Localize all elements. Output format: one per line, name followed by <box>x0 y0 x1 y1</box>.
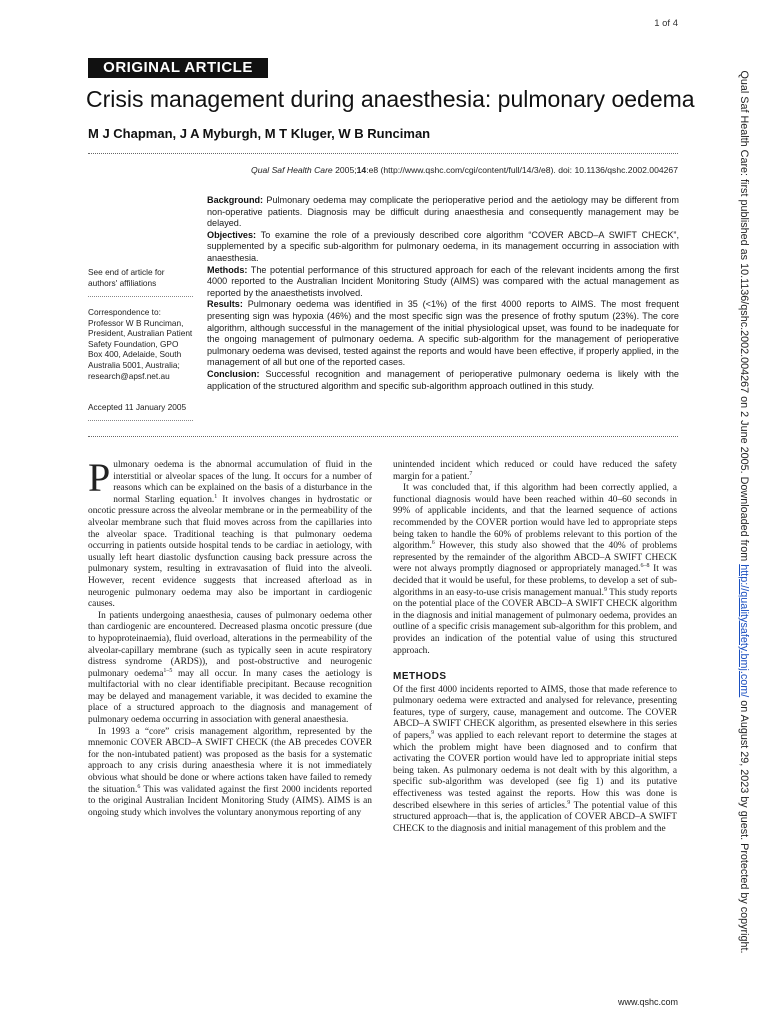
download-notice-prefix: Qual Saf Health Care: first published as 10.1136/qshc.2002.004267 on 2 June 2005. Downloaded from <box>738 70 750 565</box>
abstract-methods: The potential performance of this structured approach for each of the relevant incidents among the first 4000 reported to the Australian Incident Monitoring Study (AIMS) was compared with the actual management as reported by the anaesthetists involved. <box>207 264 679 298</box>
intro-paragraph-1 <box>88 455 372 611</box>
reference-mark: 1 <box>214 493 218 500</box>
drop-cap: P <box>88 455 111 500</box>
sidebar-divider <box>88 296 193 297</box>
journal-name: Qual Saf Health Care <box>251 165 333 175</box>
abstract-methods-label: Methods: <box>207 264 248 275</box>
methods-text-1c: The potential value of this structured approach—that is, the application of COVER ABCD–A SWIFT CHECK to the diagnosis and initial management of this problem and the <box>393 800 677 834</box>
journal-link[interactable]: http://qualitysafety.bmj.com/ <box>738 564 750 698</box>
citation-year: 2005; <box>332 165 357 175</box>
affiliations-note: See end of article for authors' affiliations <box>88 267 165 288</box>
abstract <box>207 195 679 392</box>
intro-text-5b: However, this study also showed that the 40% of problems represented by the remainder of the algorithm ABCD–A SWIFT CHECK were not always promptly diagnosed or appropriately managed. <box>393 541 677 575</box>
citation-rest: :e8 (http://www.qshc.com/cgi/content/full/14/3/e8). doi: 10.1136/qshc.2002.004267 <box>366 165 678 175</box>
accepted-date: Accepted 11 January 2005 <box>88 402 187 412</box>
body-column-right <box>393 460 677 835</box>
reference-mark: 6 <box>431 540 435 547</box>
abstract-results: Pulmonary oedema was identified in 35 (<1%) of the first 4000 reports to AIMS. The most frequent presenting sign was hypoxia (46%) and the most specific sign was the presence of frothy sputum (23%). The core algorithm, although successful in the management of the initial physiological upset, was found to be inadequate for the ongoing management of pulmonary oedema. A specific sub-algorithm for the management of perioperative pulmonary oedema was devised, tested against the reports and would have been effective, if properly applied, in the management of all but one of the reported cases. <box>207 299 679 368</box>
citation-volume: 14 <box>356 165 367 175</box>
body-column-left <box>88 455 372 819</box>
intro-text-1: ulmonary oedema is the abnormal accumulation of fluid in the interstitial or alveolar spaces of the lung. It occurs for a number of reasons which can be explained on the basis of a disturbance in the normal Starling equation. <box>113 460 372 505</box>
intro-text-3: In 1993 a “core” crisis management algorithm, represented by the mnemonic COVER ABCD–A SWIFT CHECK (the AB precedes COVER for the non-intubated patient) was proposed as the basis for a systematic approach to any crisis during anaesthesia where it is not immediately obvious what should be done or where actions taken have failed to remedy the situation. <box>88 726 372 795</box>
intro-text-3b: This was validated against the first 2000 incidents reported to the original Australian Incident Monitoring Study (AIMS). AIMS is an ongoing study which involves the voluntary anonymous reporting of any <box>88 784 372 818</box>
methods-text-1: Of the first 4000 incidents reported to AIMS, those that made reference to pulmonary oedema were extracted and analysed for relevance, presenting features, type of surgery, cause, management and outcome. The COVER ABCD–A SWIFT CHECK algorithm, as presented elsewhere in this series of papers, <box>393 684 677 742</box>
intro-paragraph-3 <box>88 727 372 820</box>
correspondence-block: Correspondence to: Professor W B Runciman, President, Australian Patient Safety Foundation, GPO Box 400, Adelaide, South Australia 5001, Australia; research@apsf.net.au <box>88 307 193 381</box>
methods-paragraph <box>393 685 677 836</box>
download-notice <box>738 22 750 1002</box>
reference-mark: 1–5 <box>163 667 173 674</box>
citation-line <box>190 165 678 175</box>
article-title: Crisis management during anaesthesia: pulmonary oedema <box>86 86 695 112</box>
abstract-conclusion: Successful recognition and management of perioperative pulmonary oedema is likely with the application of the structured algorithm and specific sub-algorithm approach outlined in this study. <box>207 368 679 391</box>
abstract-background-label: Background: <box>207 195 264 205</box>
article-type-banner: ORIGINAL ARTICLE <box>88 58 268 78</box>
intro-text-2b: may all occur. In many cases the aetiology is multifactorial with no clear identifiable precipitant. Because recognition may be delayed and management variable, it was decided to examine the place of a structured approach to the diagnosis and management of pulmonary oedema occurring in association with general anaesthesia. <box>88 668 372 726</box>
abstract-objectives-label: Objectives: <box>207 229 257 240</box>
page-number: 1 of 4 <box>654 18 678 29</box>
reference-mark: 7 <box>469 470 473 477</box>
abstract-objectives: To examine the role of a previously described core algorithm “COVER ABCD–A SWIFT CHECK”, supplemented by a specific sub-algorithm for pulmonary oedema, in its management occurring in association with anaesthesia. <box>207 229 679 263</box>
reference-mark: 6 <box>137 783 141 790</box>
header-divider <box>88 153 678 154</box>
reference-mark: 9 <box>431 729 435 736</box>
reference-mark: 6–8 <box>640 563 650 570</box>
intro-paragraph-5 <box>393 483 677 657</box>
reference-mark: 9 <box>603 586 607 593</box>
intro-paragraph-4 <box>393 460 677 483</box>
methods-heading: METHODS <box>393 671 447 683</box>
intro-paragraph-2 <box>88 611 372 727</box>
footer-url[interactable]: www.qshc.com <box>617 997 678 1007</box>
intro-text-1b: It involves changes in hydrostatic or oncotic pressure across the alveolar membrane or in the permeability of the alveolar membrane such that fluid moves across from the capillaries into the alveolar space. Traditional teaching is that pulmonary oedema occurring in patients outside hospital tends to be cardiac in aetiology, with usually left heart diastolic dysfunction causing back pressure across the pulmonary system, resulting in extravasation of fluid into the alveoli. However, recent evidence suggests that increased afterload as in neurogenic pulmonary oedema may also be important in cardiogenic causes. <box>88 494 372 610</box>
abstract-conclusion-label: Conclusion: <box>207 368 260 379</box>
methods-text-1b: was applied to each relevant report to determine the stages at which the problem might have been diagnosed and to confirm that activating the COVER portion would have led to appropriate initial steps being taken. As pulmonary oedema is not dealt with by this algorithm, a specific sub-algorithm was developed (see fig 1) and its putative effectiveness was tested against the reports. How this was done is described elsewhere in this series of articles. <box>393 731 677 811</box>
author-list: M J Chapman, J A Myburgh, M T Kluger, W B Runciman <box>88 126 431 141</box>
intro-text-5d: This study reports on the potential place of the COVER ABCD–A SWIFT CHECK algorithm in the diagnosis and initial management of pulmonary oedema, provides an outline of a specific crisis management sub-algorithm for this problem, and provides an indication of the potential value of using this structured approach. <box>393 587 677 656</box>
abstract-background: Pulmonary oedema may complicate the perioperative period and the aetiology may be different from non-operative patients. Diagnosis may be difficult during anaesthesia and consequently management may be delayed. <box>207 195 679 229</box>
intro-text-2: In patients undergoing anaesthesia, causes of pulmonary oedema other than cardiogenic are encountered. Decreased plasma oncotic pressure (due to hypoproteinaemia), fluid overload, alterations in the permeability of the alveolar-capillary membrane (such as typically seen in acute respiratory distress syndrome (ARDS)), and post-obstructive and neurogenic pulmonary oedema <box>88 610 372 679</box>
download-notice-suffix: on August 29, 2023 by guest. Protected by copyright. <box>738 697 750 954</box>
abstract-divider <box>88 436 678 437</box>
abstract-results-label: Results: <box>207 299 243 310</box>
intro-text-5c: It was decided that it would be useful, for these problems, to develop a set of sub-algorithms in an easy-to-use crisis management manual. <box>393 564 677 598</box>
intro-text-4: unintended incident which reduced or could have reduced the safety margin for a patient. <box>393 460 677 482</box>
reference-mark: 9 <box>567 799 571 806</box>
intro-text-5: It was concluded that, if this algorithm had been correctly applied, a functional diagnosis would have been reached within 40–60 seconds in 99% of applicable incidents, and that the learned sequence of actions recommended by the COVER portion would have led to appropriate steps being taken to handle the 60% of problems relevant to this portion of the algorithm. <box>393 483 677 552</box>
sidebar-divider-bottom <box>88 420 193 421</box>
